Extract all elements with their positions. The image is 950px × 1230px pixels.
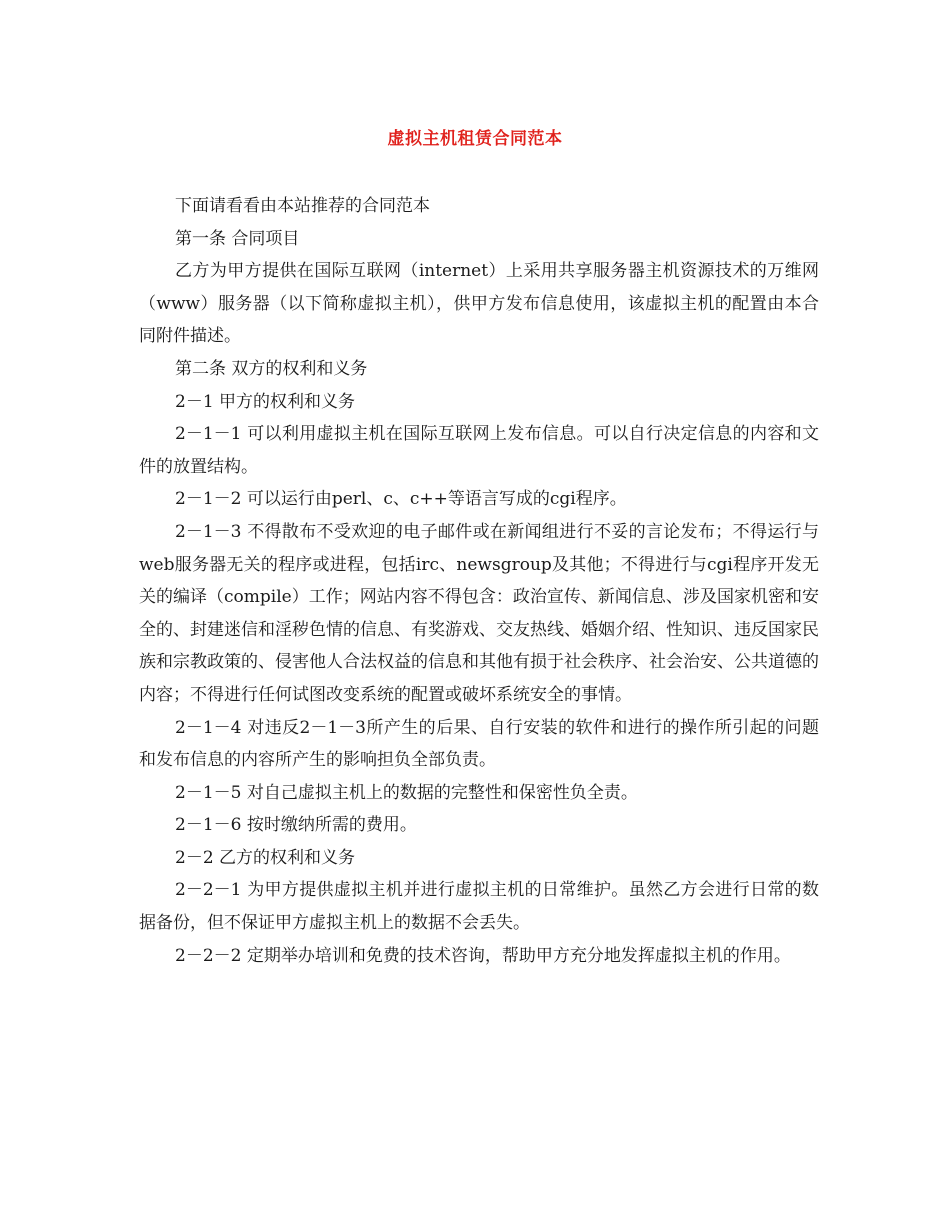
clause-2-1-2: 2－1－2 可以运行由perl、c、c++等语言写成的cgi程序。 <box>175 489 627 510</box>
article-1-body: 乙方为甲方提供在国际互联网（internet）上采用共享服务器主机资源技术的万维网（www）服务器（以下简称虚拟主机），供甲方发布信息使用，该虚拟主机的配置由本合同附件描述。 <box>139 261 819 347</box>
clause-2-2-1: 2－2－1 为甲方提供虚拟主机并进行虚拟主机的日常维护。虽然乙方会进行日常的数据备份，但不保证甲方虚拟主机上的数据不会丢失。 <box>139 880 819 934</box>
clause-2-1-6: 2－1－6 按时缴纳所需的费用。 <box>175 815 417 836</box>
clause-2-1-5: 2－1－5 对自己虚拟主机上的数据的完整性和保密性负全责。 <box>175 782 638 803</box>
article-1-heading: 第一条 合同项目 <box>175 228 300 249</box>
clause-2-1-1: 2－1－1 可以利用虚拟主机在国际互联网上发布信息。可以自行决定信息的内容和文件的放置结构。 <box>139 424 819 477</box>
article-2-heading: 第二条 双方的权利和义务 <box>175 358 368 379</box>
document-body <box>139 190 819 972</box>
clause-2-1-heading: 2－1 甲方的权利和义务 <box>175 391 356 412</box>
clause-2-2-heading: 2－2 乙方的权利和义务 <box>175 847 356 868</box>
paragraph-intro: 下面请看看由本站推荐的合同范本 <box>175 196 430 216</box>
document-title: 虚拟主机租赁合同范本 <box>387 129 563 149</box>
clause-2-1-4: 2－1－4 对违反2－1－3所产生的后果、自行安装的软件和进行的操作所引起的问题和发布信息的内容所产生的影响担负全部负责。 <box>139 717 819 771</box>
clause-2-2-2: 2－2－2 定期举办培训和免费的技术咨询，帮助甲方充分地发挥虚拟主机的作用。 <box>175 945 791 966</box>
clause-2-1-3: 2－1－3 不得散布不受欢迎的电子邮件或在新闻组进行不妥的言论发布；不得运行与web服务器无关的程序或进程，包括irc、newsgroup及其他；不得进行与cgi程序开发无关的编译（compile）工作；网站内容不得包含：政治宣传、新闻信息、涉及国家机密和安全的、封建迷信和淫秽色情的信息、有奖游戏、交友热线、婚姻介绍、性知识、违反国家民族和宗教政策的、侵害他人合法权益的信息和其他有损于社会秩序、社会治安、公共道德的内容；不得进行任何试图改变系统的配置或破坏系统安全的事情。 <box>139 521 819 705</box>
